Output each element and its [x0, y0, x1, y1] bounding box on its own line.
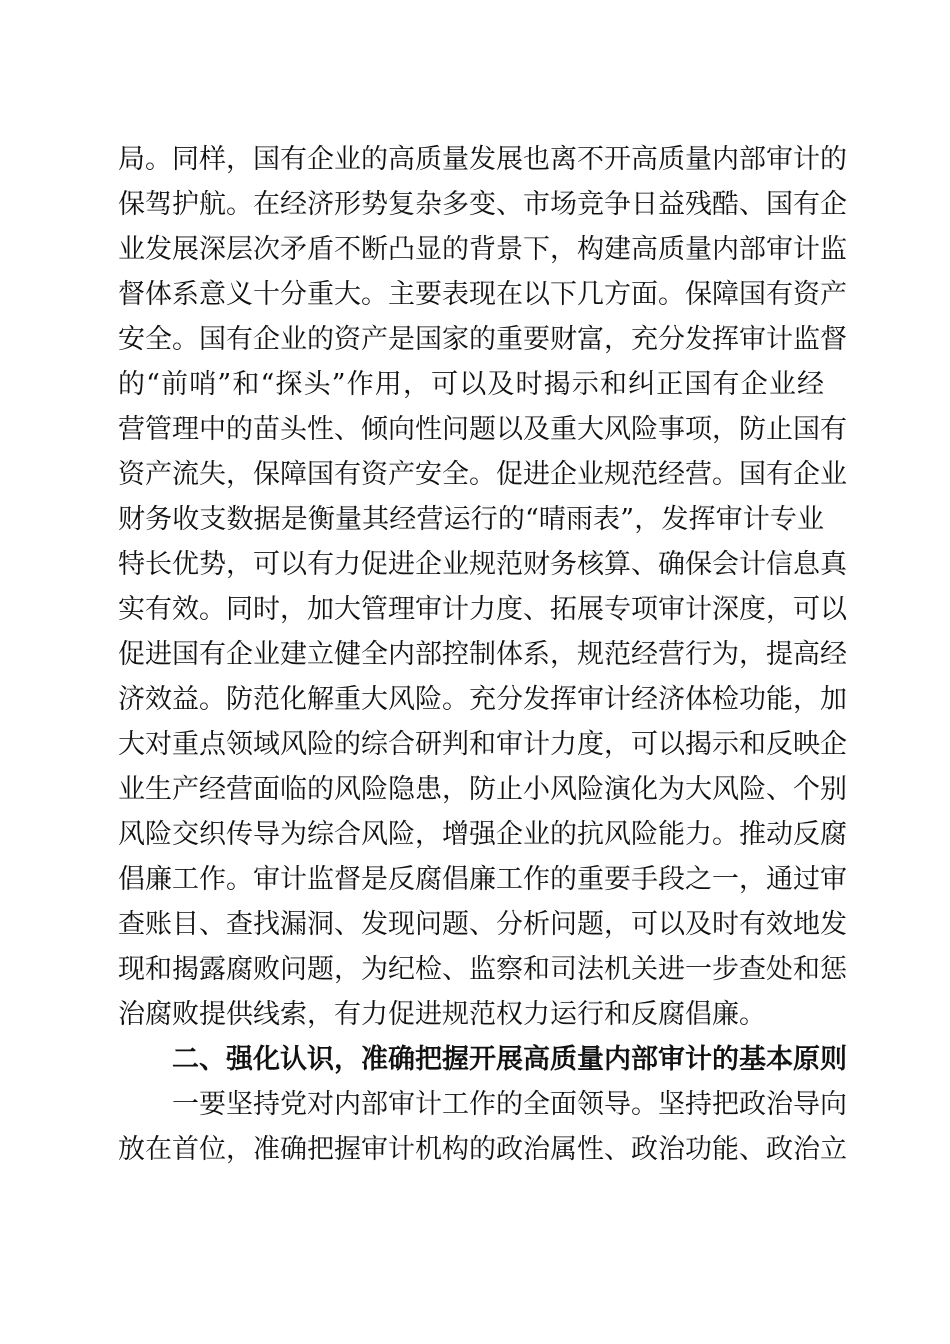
- body-text-line: 济效益。防范化解重大风险。充分发挥审计经济体检功能，加: [118, 684, 847, 715]
- body-text-line: 查账目、查找漏洞、发现问题、分析问题，可以及时有效地发: [118, 909, 847, 940]
- body-text-line: 财务收支数据是衡量其经营运行的“晴雨表”，发挥审计专业: [118, 504, 824, 535]
- body-text-line: 实有效。同时，加大管理审计力度、拓展专项审计深度，可以: [118, 594, 847, 625]
- body-text-line: 大对重点领域风险的综合研判和审计力度，可以揭示和反映企: [118, 729, 847, 760]
- body-text-line: 一要坚持党对内部审计工作的全面领导。坚持把政治导向: [172, 1089, 847, 1120]
- body-text-line: 现和揭露腐败问题，为纪检、监察和司法机关进一步查处和惩: [118, 954, 847, 985]
- body-text-line: 业生产经营面临的风险隐患，防止小风险演化为大风险、个别: [118, 774, 847, 805]
- body-text-line: 特长优势，可以有力促进企业规范财务核算、确保会计信息真: [118, 549, 847, 580]
- section-heading: 二、强化认识，准确把握开展高质量内部审计的基本原则: [172, 1044, 847, 1075]
- body-text-line: 保驾护航。在经济形势复杂多变、市场竞争日益残酷、国有企: [118, 189, 847, 220]
- body-text-line: 局。同样，国有企业的高质量发展也离不开高质量内部审计的: [118, 144, 847, 175]
- body-text-line: 促进国有企业建立健全内部控制体系，规范经营行为，提高经: [118, 639, 847, 670]
- body-text-line: 风险交织传导为综合风险，增强企业的抗风险能力。推动反腐: [118, 819, 847, 850]
- body-text-line: 营管理中的苗头性、倾向性问题以及重大风险事项，防止国有: [118, 414, 847, 445]
- body-text-line: 倡廉工作。审计监督是反腐倡廉工作的重要手段之一，通过审: [118, 864, 847, 895]
- body-text-line: 业发展深层次矛盾不断凸显的背景下，构建高质量内部审计监: [118, 234, 847, 265]
- body-text-line: 安全。国有企业的资产是国家的重要财富，充分发挥审计监督: [118, 324, 847, 355]
- body-text-line: 治腐败提供线索，有力促进规范权力运行和反腐倡廉。: [118, 999, 766, 1030]
- body-text-line: 督体系意义十分重大。主要表现在以下几方面。保障国有资产: [118, 279, 847, 310]
- body-text-line: 的“前哨”和“探头”作用，可以及时揭示和纠正国有企业经: [118, 369, 824, 400]
- body-text-line: 资产流失，保障国有资产安全。促进企业规范经营。国有企业: [118, 459, 847, 490]
- body-text-line: 放在首位，准确把握审计机构的政治属性、政治功能、政治立: [118, 1134, 847, 1165]
